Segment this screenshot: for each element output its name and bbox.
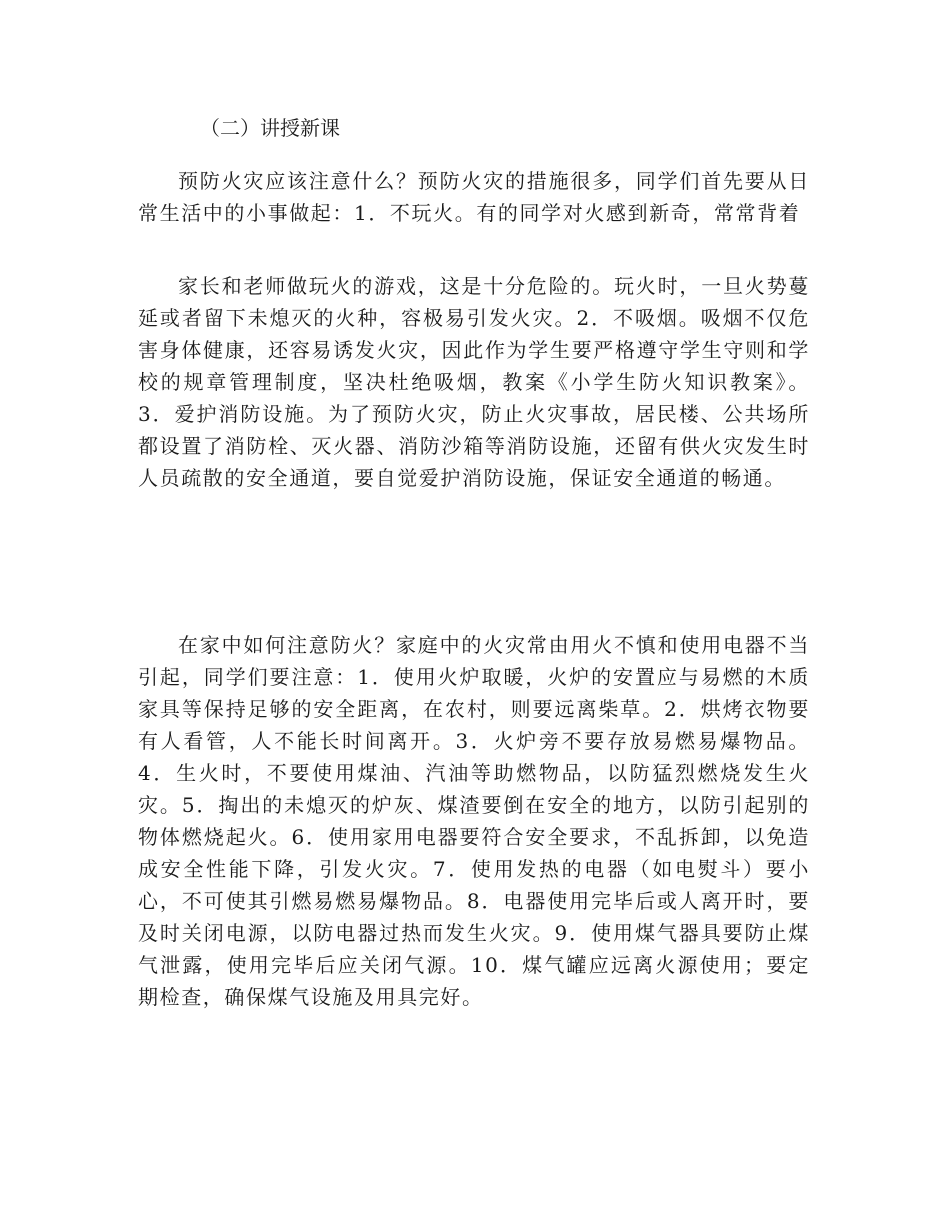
- section-heading: （二）讲授新课: [200, 116, 340, 140]
- paragraph-fire-prevention-measures: 家长和老师做玩火的游戏，这是十分危险的。玩火时，一旦火势蔓延或者留下未熄灭的火种，容极易引发火灾。2．不吸烟。吸烟不仅危害身体健康，还容易诱发火灾，因此作为学生要严格遵守学生守则和学校的规章管理制度，坚决杜绝吸烟，教案《小学生防火知识教案》。3．爱护消防设施。为了预防火灾，防止火灾事故，居民楼、公共场所都设置了消防栓、灭火器、消防沙箱等消防设施，还留有供火灾发生时人员疏散的安全通道，要自觉爱护消防设施，保证安全通道的畅通。: [138, 274, 810, 490]
- paragraph-home-fire-safety: 在家中如何注意防火？家庭中的火灾常由用火不慎和使用电器不当引起，同学们要注意：1．使用火炉取暖，火炉的安置应与易燃的木质家具等保持足够的安全距离，在农村，则要远离柴草。2．烘烤衣物要有人看管，人不能长时间离开。3．火炉旁不要存放易燃易爆物品。4．生火时，不要使用煤油、汽油等助燃物品，以防猛烈燃烧发生火灾。5．掏出的未熄灭的炉灰、煤渣要倒在安全的地方，以防引起别的物体燃烧起火。6．使用家用电器要符合安全要求，不乱拆卸，以免造成安全性能下降，引发火灾。7．使用发热的电器（如电熨斗）要小心，不可使其引燃易燃易爆物品。8．电器使用完毕后或人离开时，要及时关闭电源，以防电器过热而发生火灾。9．使用煤气器具要防止煤气泄露，使用完毕后应关闭气源。10．煤气罐应远离火源使用；要定期检查，确保煤气设施及用具完好。: [138, 633, 810, 1009]
- paragraph-fire-prevention-intro: 预防火灾应该注意什么？预防火灾的措施很多，同学们首先要从日常生活中的小事做起：1．不玩火。有的同学对火感到新奇，常常背着: [138, 169, 810, 225]
